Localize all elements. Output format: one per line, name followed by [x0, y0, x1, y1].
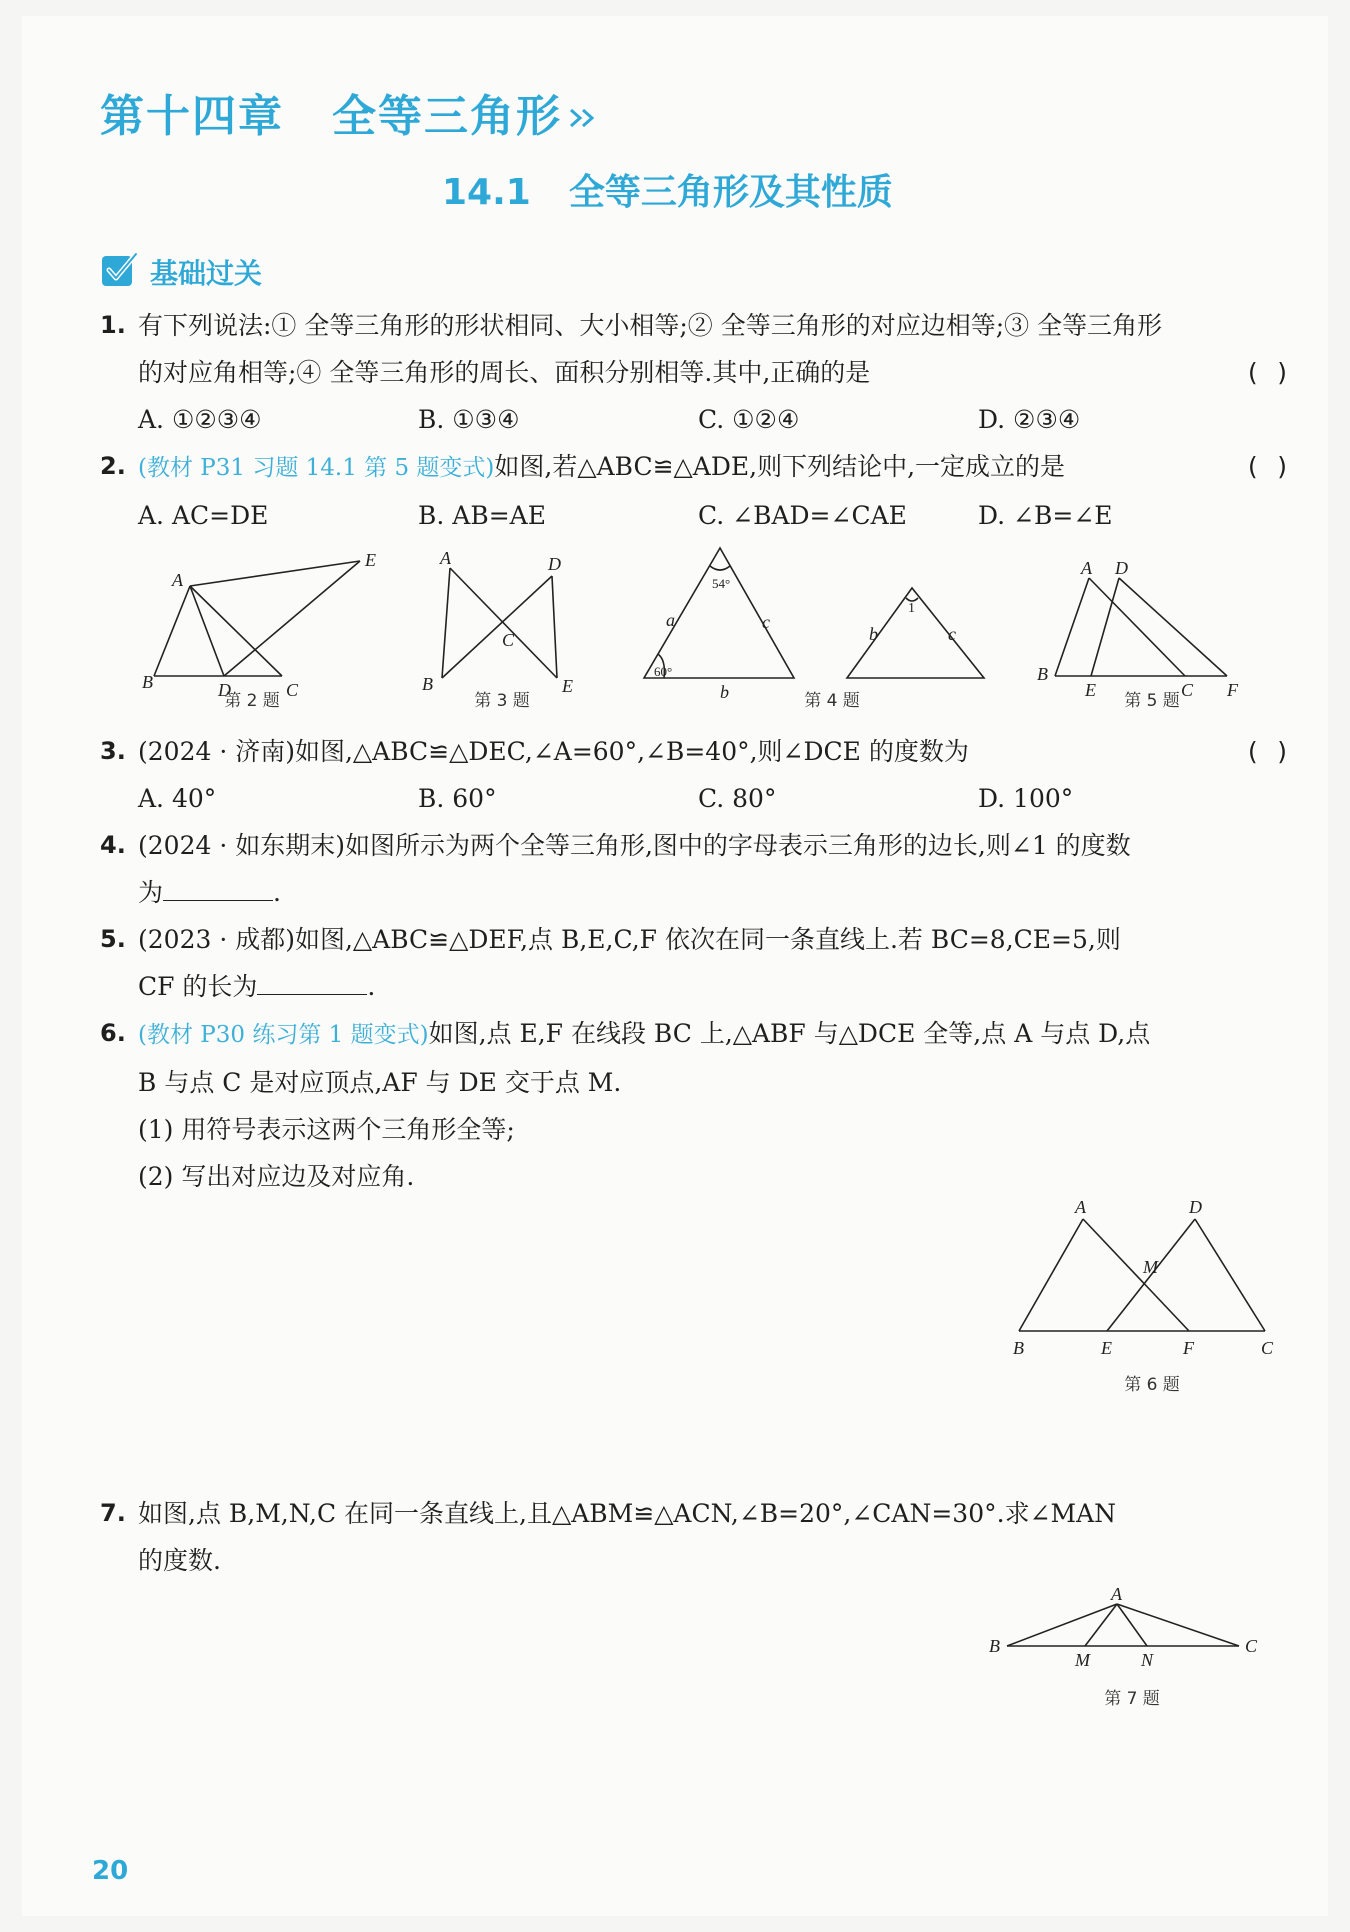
- question-text: [138, 822, 1290, 916]
- question-number: 2.: [100, 452, 126, 480]
- vertex-label: A: [172, 570, 183, 590]
- answer-paren: ( ): [1244, 737, 1290, 766]
- page-number: 20: [92, 1856, 129, 1886]
- question-line: 为: [138, 878, 164, 907]
- angle-label: 1: [908, 601, 915, 616]
- chapter-number: 第十四章: [100, 91, 284, 142]
- question-number: 6.: [100, 1019, 126, 1047]
- vertex-label: N: [1141, 1650, 1154, 1670]
- question-source: (2024 · 如东期末): [138, 831, 345, 860]
- option-c: C. ∠BAD=∠CAE: [698, 501, 907, 530]
- figure-caption: 第 4 题: [804, 691, 860, 711]
- question-text: [138, 302, 1290, 396]
- question-line: B 与点 C 是对应顶点,AF 与 DE 交于点 M.: [138, 1068, 622, 1097]
- double-chevron-icon: [567, 104, 603, 132]
- chapter-name: 全等三角形: [332, 91, 562, 142]
- option-d: D. ∠B=∠E: [978, 501, 1113, 530]
- vertex-label: A: [1111, 1584, 1122, 1604]
- figure-caption: 第 2 题: [224, 691, 280, 711]
- question-text: [138, 443, 1290, 492]
- question-source: (2023 · 成都): [138, 925, 295, 954]
- question-number: 7.: [100, 1499, 126, 1527]
- vertex-label: B: [989, 1636, 1000, 1656]
- question-part-2: (2) 写出对应边及对应角.: [138, 1162, 415, 1191]
- figure-7: [977, 1586, 1297, 1676]
- question-line: 如图,若△ABC≌△ADE,则下列结论中,一定成立的是: [494, 452, 1066, 481]
- option-a: A. ①②③④: [138, 405, 262, 434]
- options: [138, 775, 1290, 822]
- figure-6: [997, 1191, 1297, 1366]
- answer-blank[interactable]: [163, 870, 273, 901]
- question-line: .: [273, 878, 281, 907]
- question-source: (教材 P30 练习第 1 题变式): [138, 1022, 429, 1048]
- figure-2: [142, 536, 402, 700]
- section-name: 全等三角形及其性质: [568, 172, 893, 213]
- option-d: D. ②③④: [978, 405, 1081, 434]
- question-line: 的对应角相等;④ 全等三角形的周长、面积分别相等.其中,正确的是: [138, 358, 871, 387]
- vertex-label: A: [440, 548, 451, 568]
- vertex-label: A: [1075, 1197, 1086, 1217]
- side-label: b: [720, 682, 729, 702]
- vertex-label: B: [1037, 664, 1048, 684]
- figure-caption: 第 7 题: [1104, 1689, 1160, 1709]
- figure-3: [422, 546, 582, 696]
- question-1: [100, 302, 1290, 443]
- option-c: C. ①②④: [698, 405, 800, 434]
- question-number: 3.: [100, 737, 126, 765]
- section-title: [442, 164, 962, 215]
- side-label: c: [762, 612, 770, 632]
- sub-header-label: 基础过关: [150, 257, 263, 290]
- question-7: [100, 1490, 1290, 1584]
- question-4: [100, 822, 1290, 916]
- question-line: 如图,点 E,F 在线段 BC 上,△ABF 与△DCE 全等,点 A 与点 D,点: [428, 1019, 1151, 1048]
- option-b: B. AB=AE: [418, 501, 546, 530]
- vertex-label: B: [1013, 1338, 1024, 1358]
- vertex-label: C: [502, 630, 515, 650]
- section-number: 14.1: [442, 172, 531, 213]
- answer-paren: ( ): [1244, 452, 1290, 481]
- option-a: A. AC=DE: [138, 501, 269, 530]
- question-line: 如图,△ABC≌△DEC,∠A=60°,∠B=40°,则∠DCE 的度数为: [294, 737, 969, 766]
- vertex-label: E: [1085, 680, 1096, 700]
- vertex-label: E: [365, 550, 376, 570]
- answer-paren: ( ): [1244, 358, 1290, 387]
- vertex-label: C: [286, 680, 299, 700]
- angle-label: 54°: [712, 576, 731, 591]
- checkbox-icon: [100, 250, 140, 290]
- vertex-label: M: [1075, 1650, 1090, 1670]
- question-text: [138, 728, 1290, 775]
- question-line: 的度数.: [138, 1546, 221, 1575]
- vertex-label: E: [562, 676, 573, 696]
- question-text: [138, 1010, 1290, 1200]
- option-c: C. 80°: [698, 784, 777, 813]
- vertex-label: M: [1143, 1257, 1158, 1277]
- question-6: [100, 1010, 1290, 1200]
- angle-label: 60°: [654, 664, 673, 679]
- question-number: 5.: [100, 925, 126, 953]
- vertex-label: F: [1183, 1338, 1194, 1358]
- options: [138, 396, 1290, 443]
- option-a: A. 40°: [138, 784, 217, 813]
- side-label: b: [869, 624, 878, 644]
- side-label: a: [666, 610, 675, 630]
- figure-caption: 第 5 题: [1124, 691, 1180, 711]
- question-number: 1.: [100, 311, 126, 339]
- question-source: (教材 P31 习题 14.1 第 5 题变式): [138, 455, 495, 481]
- vertex-label: C: [1261, 1338, 1274, 1358]
- vertex-label: F: [1227, 680, 1238, 700]
- question-source: (2024 · 济南): [138, 737, 295, 766]
- figure-5: [1027, 556, 1267, 700]
- vertex-label: E: [1101, 1338, 1112, 1358]
- figure-caption: 第 3 题: [474, 691, 530, 711]
- question-2: [100, 443, 1290, 539]
- question-line: CF 的长为: [138, 972, 258, 1001]
- page: [22, 16, 1328, 1916]
- question-5: [100, 916, 1290, 1010]
- vertex-label: C: [1245, 1636, 1258, 1656]
- vertex-label: B: [142, 672, 153, 692]
- question-line: 如图,点 B,M,N,C 在同一条直线上,且△ABM≌△ACN,∠B=20°,∠CAN=30°.求∠MAN: [138, 1499, 1117, 1528]
- question-number: 4.: [100, 831, 126, 859]
- chapter-title: [100, 80, 562, 144]
- vertex-label: D: [218, 680, 231, 700]
- question-line: 如图,△ABC≌△DEF,点 B,E,C,F 依次在同一条直线上.若 BC=8,CE=5,则: [294, 925, 1121, 954]
- option-b: B. 60°: [418, 784, 497, 813]
- vertex-label: D: [1189, 1197, 1202, 1217]
- vertex-label: D: [1115, 558, 1128, 578]
- question-text: [138, 916, 1290, 1010]
- figure-caption: 第 6 题: [1124, 1375, 1180, 1395]
- vertex-label: D: [548, 554, 561, 574]
- question-line: 有下列说法:① 全等三角形的形状相同、大小相等;② 全等三角形的对应边相等;③ 全等三角形: [138, 311, 1163, 340]
- vertex-label: C: [1181, 680, 1194, 700]
- question-text: [138, 1490, 1290, 1584]
- options: [138, 492, 1290, 539]
- vertex-label: B: [422, 674, 433, 694]
- option-b: B. ①③④: [418, 405, 520, 434]
- option-d: D. 100°: [978, 784, 1074, 813]
- question-line: 如图所示为两个全等三角形,图中的字母表示三角形的边长,则∠1 的度数: [344, 831, 1131, 860]
- answer-blank[interactable]: [257, 964, 367, 995]
- side-label: c: [948, 624, 956, 644]
- question-line: .: [367, 972, 376, 1001]
- question-3: [100, 728, 1290, 822]
- question-part-1: (1) 用符号表示这两个三角形全等;: [138, 1115, 515, 1144]
- vertex-label: A: [1081, 558, 1092, 578]
